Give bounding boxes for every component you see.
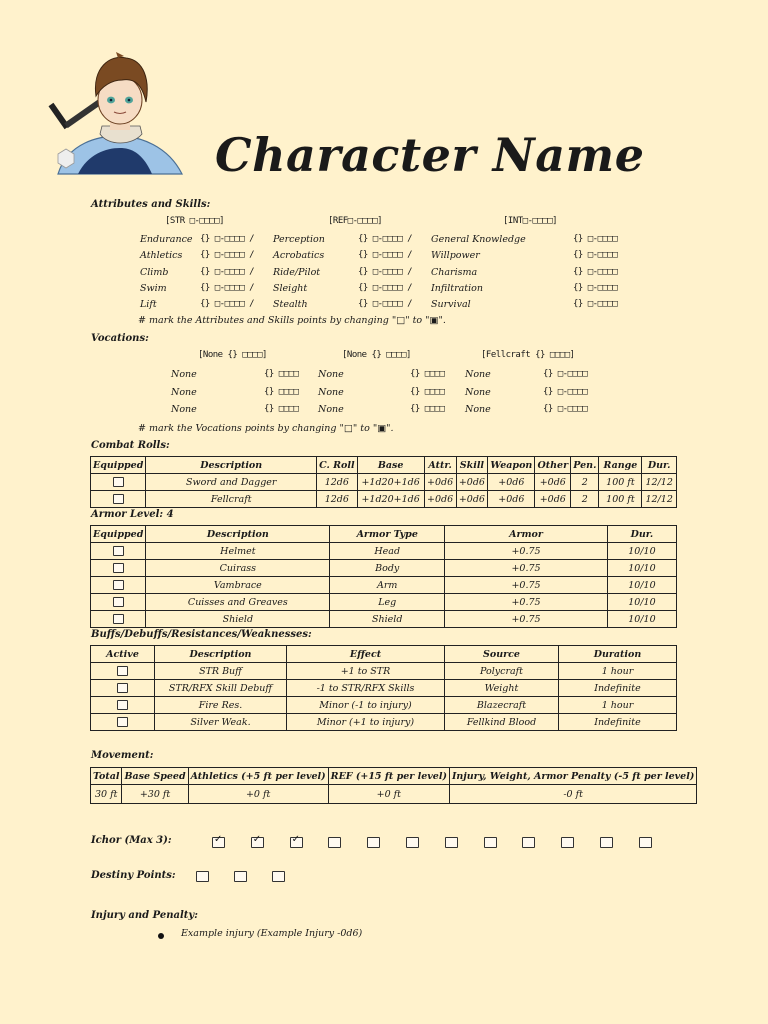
column-header: REF (+15 ft per level) (328, 768, 449, 785)
table-cell: +0d6 (535, 491, 571, 508)
column-header: Weapon (488, 457, 535, 474)
table-cell: Body (330, 560, 445, 577)
destiny-checkbox[interactable] (234, 871, 247, 882)
column-header: Armor (445, 526, 608, 543)
ichor-checkbox[interactable] (212, 837, 225, 848)
skill-name: Perception (273, 234, 325, 245)
column-header: Equipped (91, 526, 146, 543)
column-header: Active (91, 646, 155, 663)
checkbox[interactable] (117, 666, 128, 676)
checkbox-cell (91, 697, 155, 714)
table-cell: +0 ft (328, 785, 449, 804)
table-cell: +0d6 (535, 474, 571, 491)
table-cell: STR/RFX Skill Debuff (155, 680, 287, 697)
armor-table (90, 525, 677, 628)
checkbox-cell (91, 714, 155, 731)
table-cell: Sword and Dagger (146, 474, 317, 491)
column-header: Equipped (91, 457, 146, 474)
table-cell: +0 ft (188, 785, 328, 804)
column-header: Duration (559, 646, 677, 663)
ichor-label: Ichor (Max 3): (91, 835, 172, 846)
checkbox-cell (91, 577, 146, 594)
skill-points[interactable]: {} □-□□□□ (573, 250, 618, 261)
table-cell: +0d6 (456, 491, 488, 508)
skill-name: General Knowledge (431, 234, 526, 245)
skill-name: Athletics (140, 250, 183, 262)
vocations-header: Vocations: (91, 333, 149, 344)
skill-points[interactable]: {} □-□□□□ (573, 299, 618, 310)
table-cell: STR Buff (155, 663, 287, 680)
table-cell: +1 to STR (287, 663, 445, 680)
attr-group-ref: [REF□-□□□□] (328, 216, 383, 226)
table-cell: 12/12 (642, 474, 677, 491)
table-cell: Weight (445, 680, 559, 697)
vocation-points[interactable]: {} □-□□□□ (543, 386, 588, 397)
checkbox[interactable] (117, 683, 128, 693)
skill-points[interactable]: {} □-□□□□ / (358, 266, 413, 277)
table-cell: Cuirass (146, 560, 330, 577)
skill-points[interactable]: {} □-□□□□ (573, 282, 618, 293)
skill-points[interactable]: {} □-□□□□ / (358, 299, 413, 310)
ichor-checkbox[interactable] (639, 837, 652, 848)
attr-group-int: [INT□-□□□□] (503, 216, 558, 226)
skill-points[interactable]: {} □-□□□□ / (200, 282, 255, 293)
table-cell: Shield (330, 611, 445, 628)
table-header-row (91, 646, 677, 663)
vocation-name: None (465, 386, 491, 398)
skill-name: Stealth (273, 299, 308, 311)
column-header: Armor Type (330, 526, 445, 543)
checkbox-cell (91, 560, 146, 577)
attributes-header: Attributes and Skills: (91, 199, 211, 210)
table-cell: +0.75 (445, 594, 608, 611)
ichor-checkbox[interactable] (406, 837, 419, 848)
vocation-name: None (465, 369, 491, 380)
vocation-points[interactable]: {} □□□□ (264, 404, 299, 414)
table-cell: 100 ft (599, 474, 642, 491)
ichor-checkbox[interactable] (484, 837, 497, 848)
table-cell: -0 ft (449, 785, 696, 804)
checkbox-cell (91, 663, 155, 680)
checkbox[interactable] (117, 700, 128, 710)
skill-points[interactable]: {} □-□□□□ (573, 234, 618, 244)
movement-table (90, 767, 697, 804)
checkbox[interactable] (113, 580, 124, 590)
column-header: Dur. (642, 457, 677, 474)
table-cell: Indefinite (559, 680, 677, 697)
table-cell: 100 ft (599, 491, 642, 508)
table-cell: Minor (+1 to injury) (287, 714, 445, 731)
column-header: Range (599, 457, 642, 474)
destiny-checkbox[interactable] (272, 871, 285, 882)
table-row (91, 785, 697, 804)
skill-points[interactable]: {} □-□□□□ / (200, 266, 255, 277)
table-cell: +0.75 (445, 543, 608, 560)
column-header: Injury, Weight, Armor Penalty (-5 ft per level) (449, 768, 696, 785)
column-header: C. Roll (317, 457, 357, 474)
skill-name: Lift (140, 299, 157, 311)
table-header-row (91, 768, 697, 785)
checkbox[interactable] (113, 597, 124, 607)
checkbox-cell (91, 594, 146, 611)
ichor-checkbox[interactable] (600, 837, 613, 848)
vocation-points[interactable]: {} □□□□ (264, 369, 299, 379)
table-cell: +0.75 (445, 611, 608, 628)
column-header: Athletics (+5 ft per level) (188, 768, 328, 785)
skill-name: Endurance (140, 234, 193, 245)
table-row (91, 577, 677, 594)
checkbox[interactable] (113, 477, 124, 487)
table-cell: Arm (330, 577, 445, 594)
table-cell: 12/12 (642, 491, 677, 508)
table-cell: +0d6 (424, 491, 456, 508)
character-portrait (48, 50, 188, 178)
table-cell: Indefinite (559, 714, 677, 731)
table-cell: 2 (571, 474, 599, 491)
table-cell: Blazecraft (445, 697, 559, 714)
checkbox[interactable] (117, 717, 128, 727)
table-header-row (91, 457, 677, 474)
table-row (91, 560, 677, 577)
table-header-row (91, 526, 677, 543)
checkbox-cell (91, 474, 146, 491)
vocation-name: None (465, 404, 491, 415)
armor-header: Armor Level: 4 (91, 509, 174, 520)
checkbox[interactable] (113, 546, 124, 556)
character-name-title: Character Name (215, 128, 645, 182)
table-cell: +0.75 (445, 560, 608, 577)
table-cell: Cuisses and Greaves (146, 594, 330, 611)
table-cell: 2 (571, 491, 599, 508)
skill-points[interactable]: {} □-□□□□ / (200, 234, 255, 244)
checkbox[interactable] (113, 494, 124, 504)
table-row (91, 543, 677, 560)
vocation-points[interactable]: {} □□□□ (410, 386, 445, 397)
table-cell: 10/10 (607, 560, 676, 577)
table-cell: +0d6 (488, 474, 535, 491)
ichor-checkbox[interactable] (251, 837, 264, 848)
table-cell: +0d6 (424, 474, 456, 491)
ichor-checkbox[interactable] (561, 837, 574, 848)
attributes-note: # mark the Attributes and Skills points by changing "□" to "▣". (138, 315, 446, 326)
checkbox-cell (91, 543, 146, 560)
skill-points[interactable]: {} □-□□□□ / (358, 234, 413, 244)
table-cell: +0d6 (456, 474, 488, 491)
skill-points[interactable]: {} □-□□□□ (573, 266, 618, 277)
table-cell: -1 to STR/RFX Skills (287, 680, 445, 697)
column-header: Description (146, 457, 317, 474)
table-cell: +0d6 (488, 491, 535, 508)
table-cell: 10/10 (607, 594, 676, 611)
vocation-name: None (318, 386, 344, 398)
buffs-header: Buffs/Debuffs/Resistances/Weaknesses: (91, 629, 312, 640)
skill-name: Ride/Pilot (273, 266, 321, 278)
table-row (91, 491, 677, 508)
column-header: Effect (287, 646, 445, 663)
table-cell: Fellkind Blood (445, 714, 559, 731)
checkbox-cell (91, 611, 146, 628)
ichor-checkbox[interactable] (290, 837, 303, 848)
table-cell: 1 hour (559, 663, 677, 680)
ichor-checkbox[interactable] (445, 837, 458, 848)
injury-item: Example injury (Example Injury -0d6) (181, 928, 363, 939)
table-cell: Vambrace (146, 577, 330, 594)
vocation-name: None (171, 369, 197, 380)
table-cell: Silver Weak. (155, 714, 287, 731)
table-row (91, 474, 677, 491)
vocation-points[interactable]: {} □□□□ (410, 369, 445, 379)
column-header: Pen. (571, 457, 599, 474)
table-row (91, 714, 677, 731)
table-cell: Shield (146, 611, 330, 628)
table-row (91, 611, 677, 628)
table-cell: +0.75 (445, 577, 608, 594)
skill-points[interactable]: {} □-□□□□ / (200, 250, 255, 261)
vocation-group-3: [Fellcraft {} □□□□] (481, 350, 575, 360)
table-cell: Fellcraft (146, 491, 317, 508)
vocation-points[interactable]: {} □□□□ (410, 404, 445, 414)
vocation-name: None (318, 369, 344, 380)
ichor-checkbox[interactable] (328, 837, 341, 848)
injury-header: Injury and Penalty: (91, 910, 198, 921)
skill-name: Willpower (431, 250, 480, 262)
combat-header: Combat Rolls: (91, 440, 170, 451)
column-header: Skill (456, 457, 488, 474)
table-row (91, 594, 677, 611)
skill-name: Acrobatics (273, 250, 325, 262)
column-header: Dur. (607, 526, 676, 543)
checkbox-cell (91, 491, 146, 508)
column-header: Attr. (424, 457, 456, 474)
column-header: Description (146, 526, 330, 543)
ichor-checkbox[interactable] (522, 837, 535, 848)
movement-header: Movement: (91, 750, 154, 761)
table-row (91, 663, 677, 680)
skill-name: Survival (431, 299, 471, 311)
vocation-name: None (171, 386, 197, 398)
table-cell: Polycraft (445, 663, 559, 680)
table-cell: 1 hour (559, 697, 677, 714)
vocation-group-2: [None {} □□□□] (342, 350, 411, 360)
column-header: Source (445, 646, 559, 663)
bullet-icon (158, 933, 164, 939)
table-cell: 12d6 (317, 474, 357, 491)
skill-points[interactable]: {} □-□□□□ / (200, 299, 255, 310)
vocation-name: None (171, 404, 197, 415)
table-cell: Minor (-1 to injury) (287, 697, 445, 714)
table-cell: 30 ft (91, 785, 122, 804)
vocation-group-1: [None {} □□□□] (198, 350, 267, 360)
buffs-table (90, 645, 677, 731)
column-header: Total (91, 768, 122, 785)
table-cell: +30 ft (122, 785, 188, 804)
column-header: Base (357, 457, 424, 474)
vocation-points[interactable]: {} □□□□ (264, 386, 299, 397)
ichor-checkbox[interactable] (367, 837, 380, 848)
table-cell: 10/10 (607, 543, 676, 560)
vocation-points[interactable]: {} □-□□□□ (543, 369, 588, 379)
combat-table (90, 456, 677, 508)
destiny-checkbox[interactable] (196, 871, 209, 882)
skill-name: Charisma (431, 266, 478, 278)
table-cell: +1d20+1d6 (357, 474, 424, 491)
table-cell: 12d6 (317, 491, 357, 508)
skill-points[interactable]: {} □-□□□□ / (358, 250, 413, 261)
attr-group-str: [STR □-□□□□] (165, 216, 225, 226)
checkbox-cell (91, 680, 155, 697)
skill-name: Infiltration (431, 282, 483, 294)
table-cell: Leg (330, 594, 445, 611)
column-header: Description (155, 646, 287, 663)
skill-name: Sleight (273, 282, 308, 294)
skill-points[interactable]: {} □-□□□□ / (358, 282, 413, 293)
table-cell: 10/10 (607, 611, 676, 628)
table-row (91, 697, 677, 714)
checkbox[interactable] (113, 614, 124, 624)
table-cell: 10/10 (607, 577, 676, 594)
vocation-name: None (318, 404, 344, 415)
table-row (91, 680, 677, 697)
skill-name: Swim (140, 282, 167, 294)
table-cell: Head (330, 543, 445, 560)
table-cell: +1d20+1d6 (357, 491, 424, 508)
vocations-note: # mark the Vocations points by changing "□" to "▣". (138, 423, 394, 434)
column-header: Other (535, 457, 571, 474)
checkbox[interactable] (113, 563, 124, 573)
column-header: Base Speed (122, 768, 188, 785)
table-cell: Helmet (146, 543, 330, 560)
vocation-points[interactable]: {} □-□□□□ (543, 404, 588, 414)
destiny-label: Destiny Points: (91, 870, 176, 881)
skill-name: Climb (140, 266, 169, 278)
table-cell: Fire Res. (155, 697, 287, 714)
